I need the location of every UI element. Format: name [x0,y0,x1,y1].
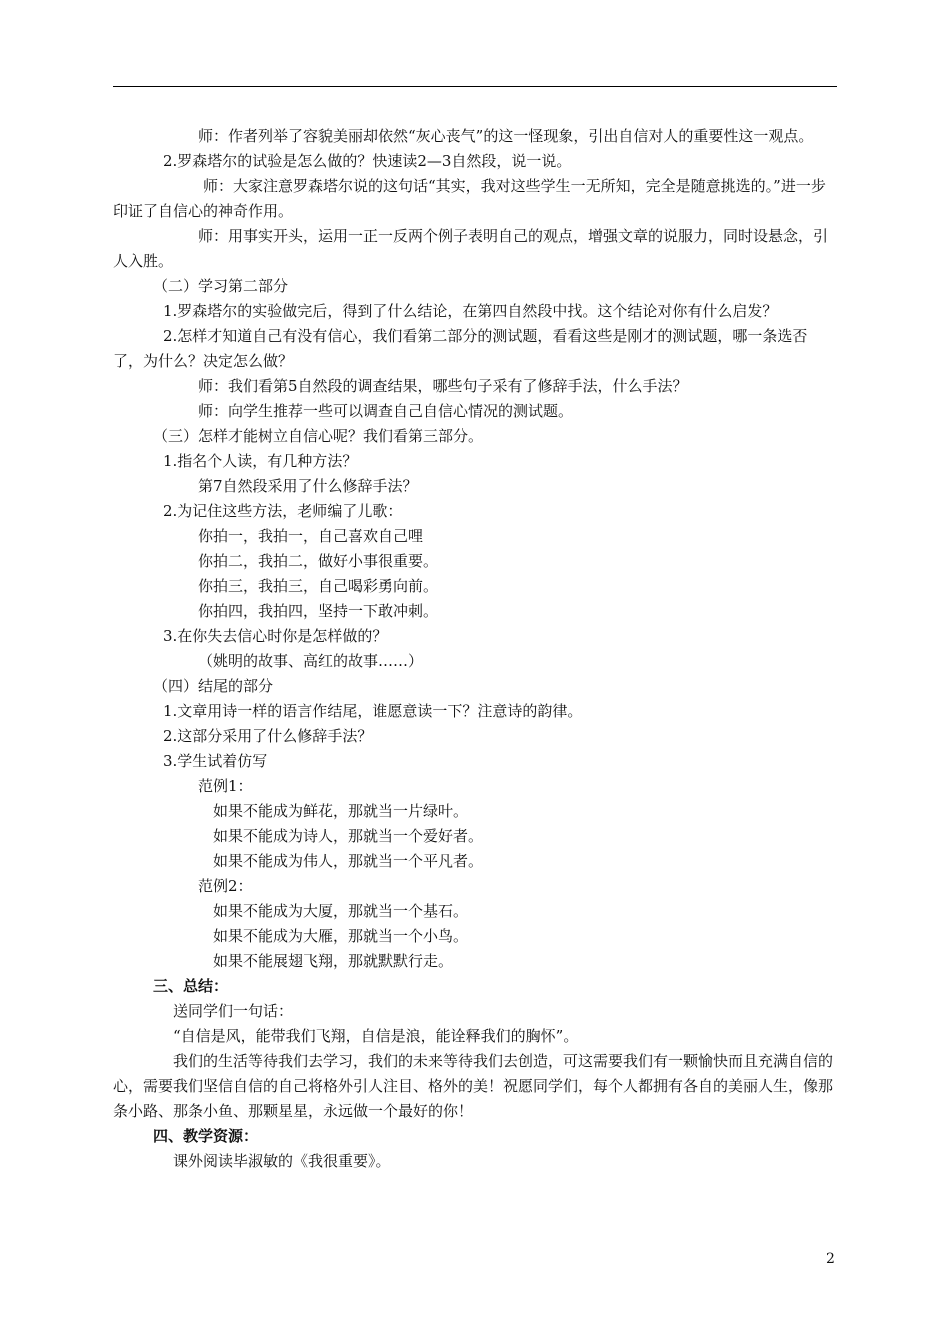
text-line: 第7自然段采用了什么修辞手法？ [198,477,418,495]
text-line: 如果不能展翅飞翔，那就默默行走。 [213,952,454,970]
text-line: 你拍二，我拍二，做好小事很重要。 [198,552,439,570]
text-line: （三）怎样才能树立自信心呢？我们看第三部分。 [153,427,484,445]
page-number: 2 [826,1251,835,1267]
text-line: 我们的生活等待我们去学习，我们的未来等待我们去创造，可这需要我们有一颗愉快而且充满自信的心，需要我们坚信自信的自己将格外引人注目、格外的美！祝愿同学们，每个人都拥有各自的美丽人生，像那条小路、那条小鱼、那颗星星，永远做一个最好的你！ [113,1052,834,1120]
text-line: 你拍三，我拍三，自己喝彩勇向前。 [198,577,439,595]
text-line: 如果不能成为鲜花，那就当一片绿叶。 [213,802,469,820]
text-line: （四）结尾的部分 [153,677,274,695]
text-line: 2.罗森塔尔的试验是怎么做的？快速读2—3自然段，说一说。 [163,152,572,170]
text-line: 1.文章用诗一样的语言作结尾，谁愿意读一下？注意诗的韵律。 [163,702,583,720]
text-line: 2.怎样才知道自己有没有信心，我们看第二部分的测试题，看看这些是刚才的测试题，哪一条选否了，为什么？决定怎么做？ [113,327,808,370]
text-line: 3.学生试着仿写 [163,752,268,770]
text-line: 如果不能成为大雁，那就当一个小鸟。 [213,927,469,945]
text-line: 范例2： [198,877,253,895]
text-line: （二）学习第二部分 [153,277,289,295]
text-line: 2.这部分采用了什么修辞手法？ [163,727,373,745]
document-body [113,124,837,1174]
text-line: 师：我们看第5自然段的调查结果，哪些句子采有了修辞手法，什么手法？ [198,377,688,395]
section-heading: 三、总结： [153,977,229,995]
header-rule [113,86,837,87]
text-line: 师：用事实开头，运用一正一反两个例子表明自己的观点，增强文章的说服力，同时设悬念，引人入胜。 [113,227,829,270]
text-line: （姚明的故事、高红的故事……） [198,652,424,670]
text-line: 如果不能成为诗人，那就当一个爱好者。 [213,827,484,845]
text-line: 师：大家注意罗森塔尔说的这句话“其实，我对这些学生一无所知，完全是随意挑选的。”进一步印证了自信心的神奇作用。 [113,177,826,220]
text-line: 你拍一，我拍一，自己喜欢自己哩 [198,527,424,545]
text-line: 如果不能成为大厦，那就当一个基石。 [213,902,469,920]
text-line: 如果不能成为伟人，那就当一个平凡者。 [213,852,484,870]
text-line: 课外阅读毕淑敏的《我很重要》。 [173,1152,391,1170]
text-line: 3.在你失去信心时你是怎样做的？ [163,627,388,645]
text-line: 送同学们一句话： [173,1002,294,1020]
section-heading: 四、教学资源： [153,1127,259,1145]
text-line: 2.为记住这些方法，老师编了儿歌： [163,502,403,520]
text-line: “自信是风，能带我们飞翔，自信是浪，能诠释我们的胸怀”。 [173,1027,579,1045]
text-line: 你拍四，我拍四，坚持一下敢冲刺。 [198,602,439,620]
text-line: 1.罗森塔尔的实验做完后，得到了什么结论，在第四自然段中找。这个结论对你有什么启发？ [163,302,778,320]
text-line: 师：向学生推荐一些可以调查自己自信心情况的测试题。 [198,402,574,420]
text-line: 师：作者列举了容貌美丽却依然“灰心丧气”的这一怪现象，引出自信对人的重要性这一观点。 [198,127,814,145]
text-line: 1.指名个人读，有几种方法？ [163,452,358,470]
text-line: 范例1： [198,777,253,795]
